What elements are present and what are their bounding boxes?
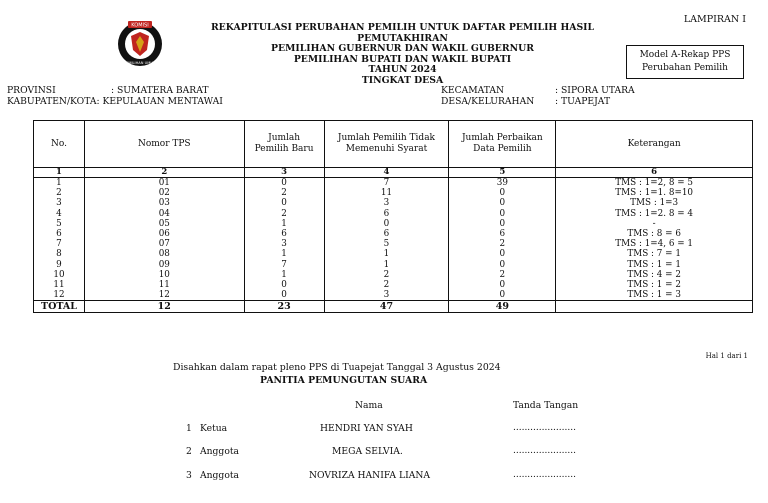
model-box — [626, 45, 744, 79]
total-baru: 23 — [244, 301, 324, 313]
cell-tps: 04 — [84, 209, 244, 219]
page-number: Hal 1 dari 1 — [705, 352, 748, 360]
col-number: 2 — [84, 168, 244, 178]
signatory-number: 1 — [186, 423, 192, 434]
title-line: TINGKAT DESA — [361, 74, 444, 86]
cell-perbaikan: 0 — [449, 219, 556, 229]
nama-column-header: Nama — [355, 400, 383, 411]
cell-no: 7 — [34, 239, 85, 249]
header-row — [34, 121, 753, 168]
info-right — [441, 86, 635, 107]
lampiran-label: LAMPIRAN I — [683, 14, 746, 25]
cell-tps: 02 — [84, 188, 244, 198]
cell-tps: 06 — [84, 229, 244, 239]
table-row — [34, 198, 753, 208]
logo-top-text: KOMISI — [131, 22, 149, 29]
cell-tms: 3 — [324, 198, 449, 208]
cell-tps: 03 — [84, 198, 244, 208]
cell-no: 1 — [34, 178, 85, 189]
col-header-tms: Jumlah Pemilih Tidak Memenuhi Syarat — [324, 121, 449, 168]
signatory-role: Anggota — [200, 446, 240, 457]
cell-tms: 6 — [324, 209, 449, 219]
cell-no: 3 — [34, 198, 85, 208]
cell-baru: 0 — [244, 198, 324, 208]
signature-line: ...................... — [513, 446, 576, 456]
cell-baru: 0 — [244, 280, 324, 290]
cell-keterangan: TMS : 1 = 3 — [556, 290, 753, 301]
total-perbaikan: 49 — [449, 301, 556, 313]
title-line: PEMILIHAN BUPATI DAN WAKIL BUPATI — [293, 53, 512, 65]
cell-tms: 1 — [324, 249, 449, 259]
kecamatan-label: KECAMATAN — [441, 85, 505, 96]
provinsi-value: : SUMATERA BARAT — [111, 85, 209, 96]
cell-keterangan: TMS : 1=4, 6 = 1 — [556, 239, 753, 249]
cell-baru: 3 — [244, 239, 324, 249]
cell-tms: 1 — [324, 260, 449, 270]
logo-bottom-text: PEMILIHAN UMUM — [123, 61, 157, 65]
cell-tps: 01 — [84, 178, 244, 189]
total-keterangan — [556, 301, 753, 313]
cell-no: 11 — [34, 280, 85, 290]
model-line: Perubahan Pemilih — [642, 63, 728, 73]
cell-baru: 2 — [244, 188, 324, 198]
cell-no: 10 — [34, 270, 85, 280]
col-header-perbaikan: Jumlah Perbaikan Data Pemilih — [449, 121, 556, 168]
cell-baru: 1 — [244, 219, 324, 229]
cell-keterangan: TMS : 1 = 1 — [556, 260, 753, 270]
col-number: 5 — [449, 168, 556, 178]
document-title — [170, 23, 635, 86]
col-number: 1 — [34, 168, 85, 178]
col-header-no: No. — [34, 121, 85, 168]
cell-tps: 08 — [84, 249, 244, 259]
cell-perbaikan: 2 — [449, 270, 556, 280]
table-row — [34, 178, 753, 189]
table-row — [34, 188, 753, 198]
cell-no: 2 — [34, 188, 85, 198]
table-row — [34, 249, 753, 259]
kpu-logo — [116, 20, 164, 68]
table-row — [34, 239, 753, 249]
cell-perbaikan: 0 — [449, 209, 556, 219]
cell-keterangan: TMS : 1=2. 8 = 4 — [556, 209, 753, 219]
cell-perbaikan: 0 — [449, 198, 556, 208]
cell-tms: 11 — [324, 188, 449, 198]
cell-baru: 1 — [244, 249, 324, 259]
kabupaten-value: : KEPULAUAN MENTAWAI — [96, 95, 223, 107]
cell-keterangan: - — [556, 219, 753, 229]
cell-baru: 2 — [244, 209, 324, 219]
col-number: 6 — [556, 168, 753, 178]
cell-tps: 10 — [84, 270, 244, 280]
cell-tps: 11 — [84, 280, 244, 290]
cell-perbaikan: 6 — [449, 229, 556, 239]
provinsi-label: PROVINSI — [7, 85, 56, 96]
cell-tps: 12 — [84, 290, 244, 301]
cell-tms: 3 — [324, 290, 449, 301]
cell-perbaikan: 0 — [449, 290, 556, 301]
cell-tms: 0 — [324, 219, 449, 229]
cell-tps: 07 — [84, 239, 244, 249]
signatory-name: MEGA SELVIA. — [332, 446, 403, 457]
title-line: TAHUN 2024 — [368, 64, 437, 75]
cell-perbaikan: 0 — [449, 280, 556, 290]
cell-baru: 0 — [244, 290, 324, 301]
tanda-tangan-column-header: Tanda Tangan — [513, 400, 579, 411]
kecamatan-value: : SIPORA UTARA — [555, 85, 635, 96]
cell-no: 4 — [34, 209, 85, 219]
cell-keterangan: TMS : 1=2, 8 = 5 — [556, 178, 753, 189]
table-row — [34, 260, 753, 270]
signatory-number: 2 — [186, 446, 192, 457]
desa-label: DESA/KELURAHAN — [441, 95, 535, 107]
info-left — [7, 86, 223, 107]
cell-tms: 2 — [324, 280, 449, 290]
cell-tps: 05 — [84, 219, 244, 229]
title-line: PEMILIHAN GUBERNUR DAN WAKIL GUBERNUR — [271, 43, 534, 54]
table-row — [34, 280, 753, 290]
kabupaten-label: KABUPATEN/KOTA — [7, 95, 97, 107]
cell-baru: 0 — [244, 178, 324, 189]
cell-perbaikan: 0 — [449, 249, 556, 259]
col-number: 4 — [324, 168, 449, 178]
signature-line: ...................... — [513, 423, 576, 433]
cell-perbaikan: 0 — [449, 188, 556, 198]
cell-tms: 5 — [324, 239, 449, 249]
table-body — [34, 178, 753, 301]
signatory-role: Ketua — [200, 423, 228, 434]
cell-keterangan: TMS : 8 = 6 — [556, 229, 753, 239]
cell-tps: 09 — [84, 260, 244, 270]
table-row — [34, 219, 753, 229]
cell-perbaikan: 39 — [449, 178, 556, 189]
panitia-heading: PANITIA PEMUNGUTAN SUARA — [260, 375, 428, 386]
title-line: REKAPITULASI PERUBAHAN PEMILIH UNTUK DAFTAR PEMILIH HASIL PEMUTAKHIRAN — [210, 22, 595, 44]
col-header-keterangan: Keterangan — [556, 121, 753, 168]
cell-no: 8 — [34, 249, 85, 259]
desa-value: : TUAPEJAT — [555, 95, 611, 107]
total-row — [34, 301, 753, 313]
table-row — [34, 229, 753, 239]
model-line: Model A-Rekap PPS — [639, 50, 731, 60]
cell-tms: 7 — [324, 178, 449, 189]
total-tps: 12 — [84, 301, 244, 313]
signatory-name: HENDRI YAN SYAH — [320, 423, 413, 434]
table-row — [34, 270, 753, 280]
table-row — [34, 290, 753, 301]
signatory-role: Anggota — [200, 470, 240, 481]
signatory-number: 3 — [186, 470, 192, 481]
cell-baru: 6 — [244, 229, 324, 239]
cell-keterangan: TMS : 1 = 2 — [556, 280, 753, 290]
signatory-name: NOVRIZA HANIFA LIANA — [309, 470, 431, 481]
cell-no: 12 — [34, 290, 85, 301]
rekap-table — [33, 120, 753, 313]
disahkan-text: Disahkan dalam rapat pleno PPS di Tuapejat Tanggal 3 Agustus 2024 — [173, 362, 501, 373]
signature-line: ...................... — [513, 470, 576, 480]
cell-no: 6 — [34, 229, 85, 239]
cell-no: 5 — [34, 219, 85, 229]
cell-keterangan: TMS : 7 = 1 — [556, 249, 753, 259]
col-header-tps: Nomor TPS — [84, 121, 244, 168]
cell-baru: 7 — [244, 260, 324, 270]
col-header-baru: Jumlah Pemilih Baru — [244, 121, 324, 168]
total-label: TOTAL — [34, 301, 85, 313]
cell-keterangan: TMS : 4 = 2 — [556, 270, 753, 280]
column-number-row — [34, 168, 753, 178]
cell-perbaikan: 0 — [449, 260, 556, 270]
total-tms: 47 — [324, 301, 449, 313]
cell-keterangan: TMS : 1=3 — [556, 198, 753, 208]
cell-tms: 2 — [324, 270, 449, 280]
cell-baru: 1 — [244, 270, 324, 280]
cell-perbaikan: 2 — [449, 239, 556, 249]
col-number: 3 — [244, 168, 324, 178]
cell-no: 9 — [34, 260, 85, 270]
table-row — [34, 209, 753, 219]
cell-tms: 6 — [324, 229, 449, 239]
cell-keterangan: TMS : 1=1. 8=10 — [556, 188, 753, 198]
